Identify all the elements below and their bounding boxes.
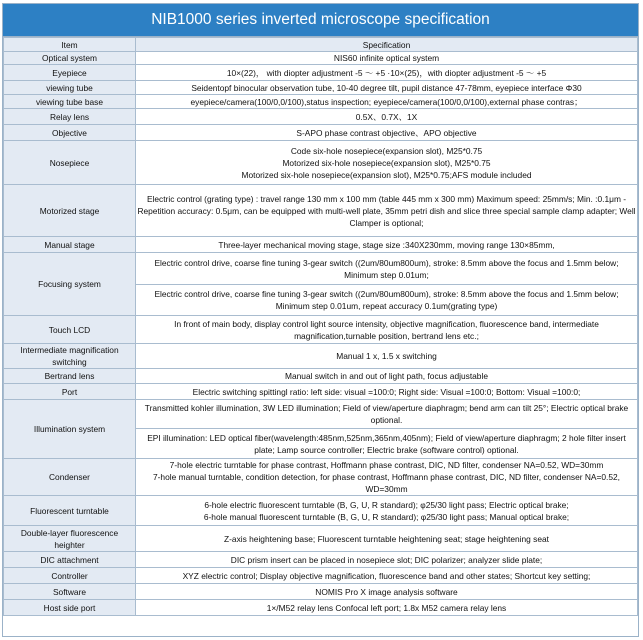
item-eyepiece: Eyepiece [4,65,136,81]
spec-illumination-system [136,429,638,459]
spec-sheet [2,3,639,637]
spec-line: Electric control (grating type) : travel range 130 mm x 100 mm (table 445 mm x 300 mm) Maximum speed: 25mm/s; Min. :0.1μm - Repetition accuracy: 0.5μm, can be equipped with multi-well plate, 35mm petri dish and slice three special sample clamp adapter; Well Clamper is optional; [137,193,636,228]
item-focusing-system: Focusing system [4,253,136,316]
spec-line: Three-layer mechanical moving stage, stage size :340X230mm, moving range 130×85mm, [218,239,555,250]
table-row [4,65,638,81]
spec-line: 10×(22)， with diopter adjustment -5 ～ +5 ·10×(25)，with diopter adjustment -5 ～ +5 [226,67,547,78]
spec-focusing-system [136,285,638,316]
table-row [4,253,638,285]
table-row [4,185,638,237]
spec-viewing-tube [136,81,638,95]
spec-touch-lcd [136,316,638,344]
spec-port [136,384,638,400]
item-motorized-stage: Motorized stage [4,185,136,237]
spec-line: 0.5X、0.7X、1X [355,111,418,122]
spec-eyepiece [136,65,638,81]
spec-focusing-system [136,253,638,285]
item-optical-system: Optical system [4,52,136,65]
spec-viewing-tube-base [136,95,638,109]
spec-line: NIS60 infinite optical system [333,53,440,63]
item-relay-lens: Relay lens [4,109,136,125]
spec-line: EPI illumination: LED optical fiber(wavelength:485nm,525nm,365nm,405nm); Field of view/aperture diaphragm; 2 hole filter insert plate; Lamp source controller; Electric brake (software control) optional. [147,432,626,455]
table-row [4,237,638,253]
spec-line: Code six-hole nosepiece(expansion slot), M25*0.75 [290,145,483,156]
item-nosepiece: Nosepiece [4,141,136,185]
item-fluorescent-turntable: Fluorescent turntable [4,496,136,526]
header-spec: Specification [136,38,638,52]
item-intermediate-magnification-switching: Intermediate magnification switching [4,344,136,369]
spec-line: Z-axis heightening base; Fluorescent turntable heightening seat; stage heightening seat [224,533,549,544]
table-row [4,526,638,552]
spec-line: 7-hole manual turntable, condition detection, for phase contrast, Hoffmann phase contrast, DIC, ND filter, condenser NA=0.52, WD=30mm [152,472,620,494]
item-objective: Objective [4,125,136,141]
spec-host-side-port [136,600,638,616]
table-row [4,316,638,344]
item-viewing-tube-base: viewing tube base [4,95,136,109]
spec-line: XYZ electric control; Display objective magnification, fluorescence band and other states; Shortcut key setting; [182,570,591,581]
item-dic-attachment: DIC attachment [4,552,136,568]
table-row [4,600,638,616]
spec-bertrand-lens [136,369,638,384]
spec-condenser [136,459,638,496]
table-row [4,496,638,526]
spec-line: 7-hole electric turntable for phase contrast, Hoffmann phase contrast, DIC, ND filter, condenser NA=0.52, WD=30mm [169,460,604,470]
spec-line: Manual switch in and out of light path, focus adjustable [285,371,488,381]
spec-line: 6-hole manual fluorescent turntable (B, G, U, R standard); φ25/30 light pass; Manual optical brake; [203,511,570,522]
item-touch-lcd: Touch LCD [4,316,136,344]
spec-line: Motorized six-hole nosepiece(expansion slot), M25*0.75 [282,157,491,168]
item-illumination-system: Illumination system [4,400,136,459]
spec-line: 1×/M52 relay lens Confocal left port; 1.8x M52 camera relay lens [266,602,507,613]
spec-line: 6-hole electric fluorescent turntable (B, G, U, R standard); φ25/30 light pass; Electric optical brake; [204,499,569,510]
spec-fluorescent-turntable [136,496,638,526]
spec-nosepiece [136,141,638,185]
spec-line: Electric switching spittingl ratio: left side: visual =100:0; Right side: Visual =100:0; Bottom: Visual =100:0; [192,386,581,397]
spec-line: Electric control drive, coarse fine tuning 3-gear switch ((2um/80um800um), stroke: 8.5mm above the focus and 1.5mm below; Minimum step 0.01um, repeat accuracy 0.1um(grating type) [154,289,619,311]
item-host-side-port: Host side port [4,600,136,616]
item-port: Port [4,384,136,400]
table-row [4,141,638,185]
spec-line: NOMIS Pro X image analysis software [315,586,458,597]
spec-line: Manual 1 x, 1.5 x switching [336,351,437,361]
spec-controller [136,568,638,584]
table-row [4,125,638,141]
spec-motorized-stage [136,185,638,237]
spec-double-layer-fluorescence-heighter [136,526,638,552]
spec-objective [136,125,638,141]
spec-software [136,584,638,600]
table-row [4,369,638,384]
spec-line: Motorized six-hole nosepiece(expansion slot), M25*0.75;AFS module included [241,169,532,180]
item-viewing-tube: viewing tube [4,81,136,95]
spec-relay-lens [136,109,638,125]
table-row [4,568,638,584]
item-condenser: Condenser [4,459,136,496]
table-header-row [4,38,638,52]
header-item: Item [4,38,136,52]
table-row [4,81,638,95]
spec-line: In front of main body, display control light source intensity, objective magnification, fluorescence band, intermediate magnification,turnable position, bertrand lens etc.; [174,318,599,341]
table-row [4,384,638,400]
spec-line: Seidentopf binocular observation tube, 10-40 degree tilt, pupil distance 47-78mm, eyepiece interface Φ30 [191,82,582,93]
table-row [4,584,638,600]
item-double-layer-fluorescence-heighter: Double-layer fluorescence heighter [4,526,136,552]
spec-line: S-APO phase contrast objective、APO objective [296,127,477,138]
item-bertrand-lens: Bertrand lens [4,369,136,384]
table-row [4,344,638,369]
spec-illumination-system [136,400,638,429]
table-row [4,459,638,496]
spec-line: Transmitted kohler illumination, 3W LED illumination; Field of view/aperture diaphragm; bend arm can tilt 25°; Electric optical brake optional. [144,403,629,425]
table-row [4,552,638,568]
item-software: Software [4,584,136,600]
spec-manual-stage [136,237,638,253]
table-row [4,400,638,429]
table-row [4,95,638,109]
spec-line: DIC prism insert can be placed in nosepiece slot; DIC polarizer; analyzer slide plate; [230,554,543,565]
table-row [4,109,638,125]
table-row [4,52,638,65]
page-title: NIB1000 series inverted microscope specification [3,4,638,37]
item-manual-stage: Manual stage [4,237,136,253]
spec-table [3,37,638,616]
spec-line: Electric control drive, coarse fine tuning 3-gear switch ((2um/80um800um), stroke: 8.5mm above the focus and 1.5mm below; Minimum step 0.01um; [154,257,619,280]
item-controller: Controller [4,568,136,584]
spec-line: eyepiece/camera(100/0,0/100),status inspection; eyepiece/camera(100/0,0/100),external phase contras； [190,96,583,107]
spec-intermediate-magnification-switching [136,344,638,369]
spec-optical-system [136,52,638,65]
spec-dic-attachment [136,552,638,568]
